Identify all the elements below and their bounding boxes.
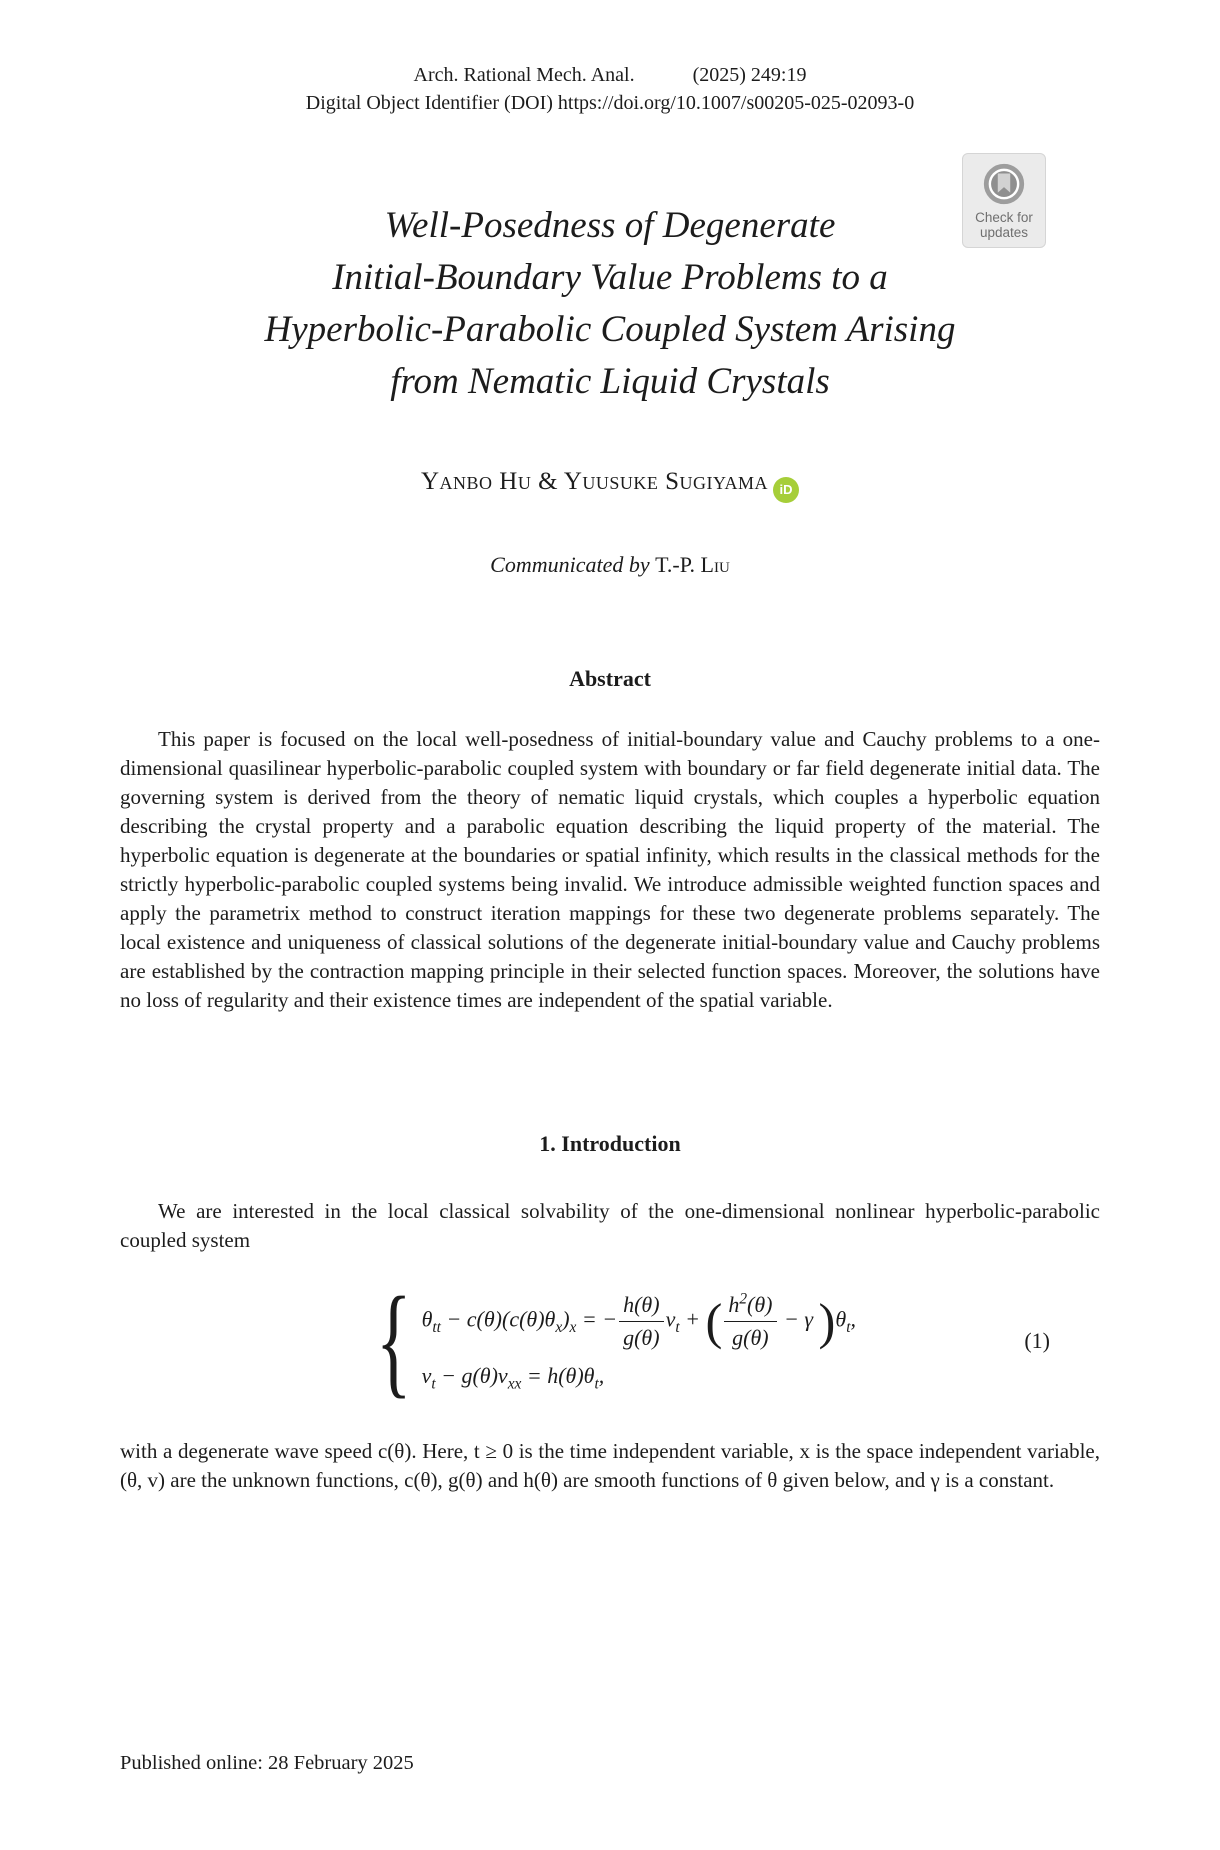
math-subscript: t (675, 1318, 680, 1336)
after-equation-text: with a degenerate wave speed c(θ). Here, t ≥ 0 is the time independent variable, x is the space independent variable, (θ, v) are the unknown functions, c(θ), g(θ) and h(θ) are smooth functions of θ given below, and γ is a constant. (120, 1438, 1100, 1492)
abstract-text: This paper is focused on the local well-posedness of initial-boundary value and Cauchy problems to a one-dimensional quasilinear hyperbolic-parabolic coupled system with boundary or far field degenerate initial data. The governing system is derived from the theory of nematic liquid crystals, which couples a hyperbolic equation describing the crystal property and a parabolic equation describing the liquid property of the material. The hyperbolic equation is degenerate at the boundaries or spatial infinity, which results in the classical methods for the strictly hyperbolic-parabolic coupled systems being invalid. We introduce admissible weighted function spaces and apply the parametrix method to construct iteration mappings for these two degenerate problems separately. The local existence and uniqueness of classical solutions of the degenerate initial-boundary value and Cauchy problems are established by the contraction mapping principle in their selected function spaces. Moreover, the solutions have no loss of regularity and their existence times are independent of the spatial variable. (120, 726, 1100, 1012)
badge-label-line2: updates (979, 225, 1029, 240)
title-line2: Initial-Boundary Value Problems to a (332, 257, 888, 298)
journal-name: Arch. Rational Mech. Anal. (413, 64, 635, 86)
left-paren: ( (705, 1293, 723, 1350)
equation-number: (1) (1024, 1327, 1050, 1353)
journal-header (120, 0, 1100, 116)
orcid-icon[interactable]: iD (773, 477, 799, 503)
math-superscript: 2 (739, 1290, 748, 1308)
math-subscript: t (846, 1318, 851, 1336)
math-token: = − (576, 1306, 618, 1332)
math-token: v (421, 1363, 432, 1388)
published-online: Published online: 28 February 2025 (120, 1752, 414, 1774)
badge-label-line1: Check for (975, 210, 1033, 225)
doi-line: Digital Object Identifier (DOI) https://doi.org/10.1007/s00205-025-02093-0 (305, 92, 915, 114)
math-token: (θ) (747, 1292, 773, 1317)
math-token: v (665, 1306, 676, 1332)
title-line4: from Nematic Liquid Crystals (390, 361, 830, 402)
cases-brace: { (375, 1271, 412, 1409)
check-for-updates-badge[interactable] (962, 153, 1046, 248)
communicated-line (120, 552, 1100, 578)
right-paren: ) (818, 1293, 836, 1350)
check-for-updates-label (965, 210, 1043, 240)
paper-title (120, 200, 1100, 408)
communicated-prefix: Communicated by (490, 551, 650, 577)
math-token: − c(θ)(c(θ)θ (440, 1306, 556, 1332)
equation-lines (421, 1290, 856, 1393)
equation-line-1 (422, 1292, 856, 1351)
math-token: , (850, 1306, 856, 1332)
math-token: + (679, 1306, 706, 1332)
math-subscript: x (569, 1318, 577, 1336)
math-subscript: t (431, 1375, 436, 1393)
fraction-h2-over-g (724, 1292, 776, 1351)
math-subscript: tt (432, 1318, 441, 1336)
author-line (120, 468, 1100, 503)
check-for-updates-icon (981, 161, 1027, 207)
communicated-editor-name: T.-P. Liu (655, 551, 730, 577)
journal-header-line1 (120, 62, 1100, 88)
title-line1: Well-Posedness of Degenerate (384, 205, 836, 246)
journal-issue: (2025) 249:19 (692, 64, 807, 86)
math-token: − γ (778, 1306, 819, 1332)
equation-line-2 (421, 1363, 605, 1393)
math-token: ) (562, 1306, 570, 1332)
abstract-heading: Abstract (569, 665, 651, 691)
math-token: θ (835, 1306, 847, 1332)
introduction-text: We are interested in the local classical solvability of the one-dimensional nonlinear hyperbolic-parabolic coupled system (120, 1198, 1100, 1252)
math-token: = h(θ)θ (521, 1363, 595, 1388)
math-token: θ (421, 1306, 433, 1332)
introduction-heading: 1. Introduction (539, 1130, 681, 1156)
math-token: − g(θ)v (435, 1363, 508, 1388)
author-names: Yanbo Hu & Yuusuke Sugiyama (420, 468, 769, 495)
fraction-denominator: g(θ) (623, 1325, 660, 1350)
title-line3: Hyperbolic-Parabolic Coupled System Arising (264, 309, 956, 350)
math-token: h (728, 1292, 740, 1317)
equation-1 (120, 1271, 1100, 1411)
math-subscript: t (594, 1375, 599, 1393)
math-token: , (598, 1363, 605, 1388)
fraction-numerator (724, 1292, 776, 1322)
fraction-h-over-g (619, 1292, 663, 1351)
math-subscript: x (555, 1318, 563, 1336)
fraction-numerator: h(θ) (619, 1292, 663, 1322)
math-subscript: xx (507, 1375, 522, 1393)
fraction-denominator: g(θ) (732, 1325, 769, 1350)
